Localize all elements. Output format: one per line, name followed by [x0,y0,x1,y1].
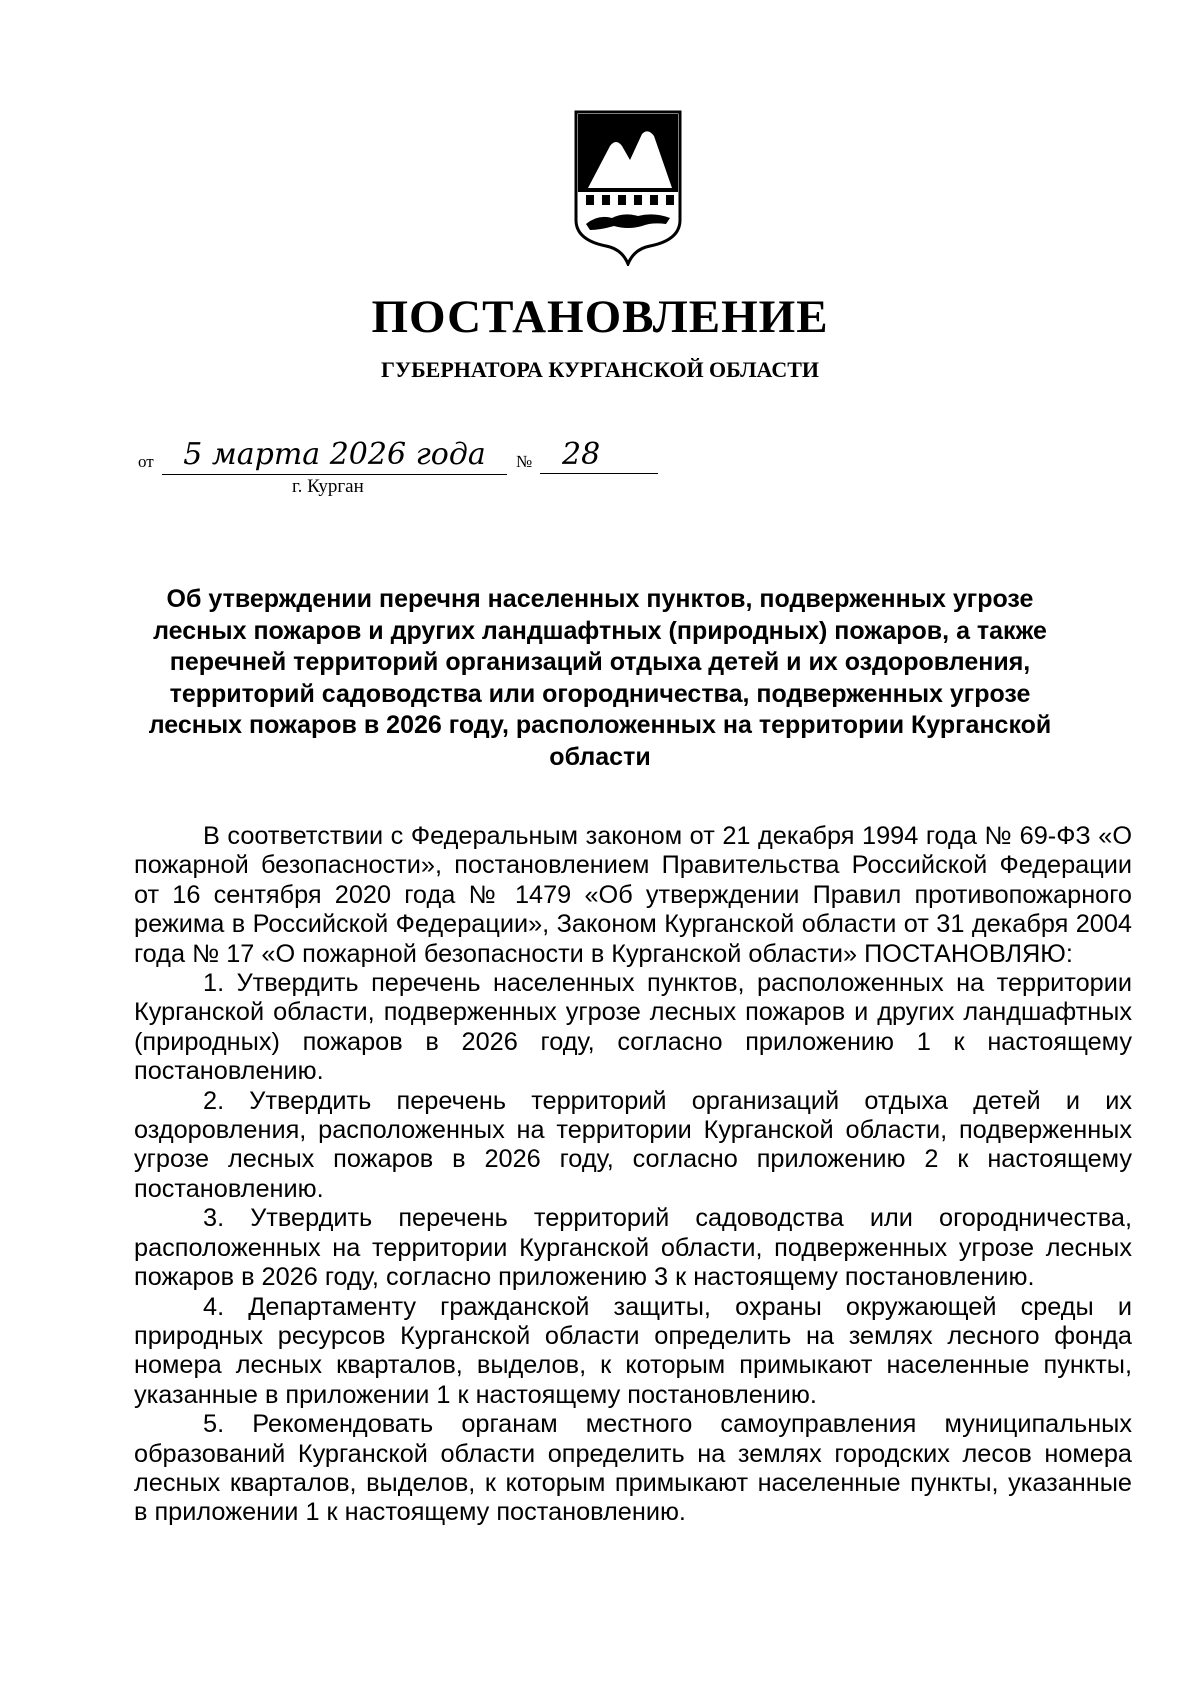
date-prefix: от [138,452,154,471]
document-title: ПОСТАНОВЛЕНИЕ [371,291,829,343]
decree-item: 2. Утвердить перечень территорий организаций отдыха детей и их оздоровления, расположенных на территории Курганской области, подверженных угрозе лесных пожаров в 2026 году, согласно приложению 2 к настоящему постановлению. [134,1086,1132,1203]
decree-item: 5. Рекомендовать органам местного самоуправления муниципальных образований Курганской области определить на землях городских лесов номера лесных кварталов, выделов, к которым примыкают населенные пункты, указанные в приложении 1 к настоящему постановлению. [134,1410,1132,1527]
number-prefix: № [516,452,533,471]
preamble-paragraph: В соответствии с Федеральным законом от 21 декабря 1994 года № 69-ФЗ «О пожарной безопасности», постановлением Правительства Российской Федерации от 16 сентября 2020 года № 1479 «Об утверждении Правил противопожарного режима в Российской Федерации», Законом Курганской области от 31 декабря 2004 года № 17 «О пожарной безопасности в Курганской области» ПОСТАНОВЛЯЮ: [134,822,1132,968]
decree-item: 3. Утвердить перечень территорий садоводства или огородничества, расположенных на территории Курганской области, подверженных угрозе лесных пожаров в 2026 году, согласно приложению 3 к настоящему постановлению. [134,1204,1132,1292]
document-body [134,822,1132,1528]
handwritten-date: 5 марта 2026 года [162,436,507,475]
handwritten-number: 28 [540,436,658,474]
document-subject: Об утверждении перечня населенных пунктов, подверженных угрозе лесных пожаров и других ландшафтных (природных) пожаров, а также перечней территорий организаций отдыха детей и их оздоровления, территорий садоводства или огородничества, подверженных угрозе лесных пожаров в 2026 году, расположенных на территории Курганской области [148,585,1052,771]
document-issuer: ГУБЕРНАТОРА КУРГАНСКОЙ ОБЛАСТИ [380,357,820,382]
decree-item: 1. Утвердить перечень населенных пунктов, расположенных на территории Курганской области, подверженных угрозе лесных пожаров и других ландшафтных (природных) пожаров в 2026 году, согласно приложению 1 к настоящему постановлению. [134,969,1132,1086]
decree-item: 4. Департаменту гражданской защиты, охраны окружающей среды и природных ресурсов Курганской области определить на землях лесного фонда номера лесных кварталов, выделов, к которым примыкают населенные пункты, указанные в приложении 1 к настоящему постановлению. [134,1292,1132,1409]
date-number-block [138,436,658,506]
coat-of-arms-emblem [572,108,684,266]
city-label: г. Курган [292,476,364,497]
